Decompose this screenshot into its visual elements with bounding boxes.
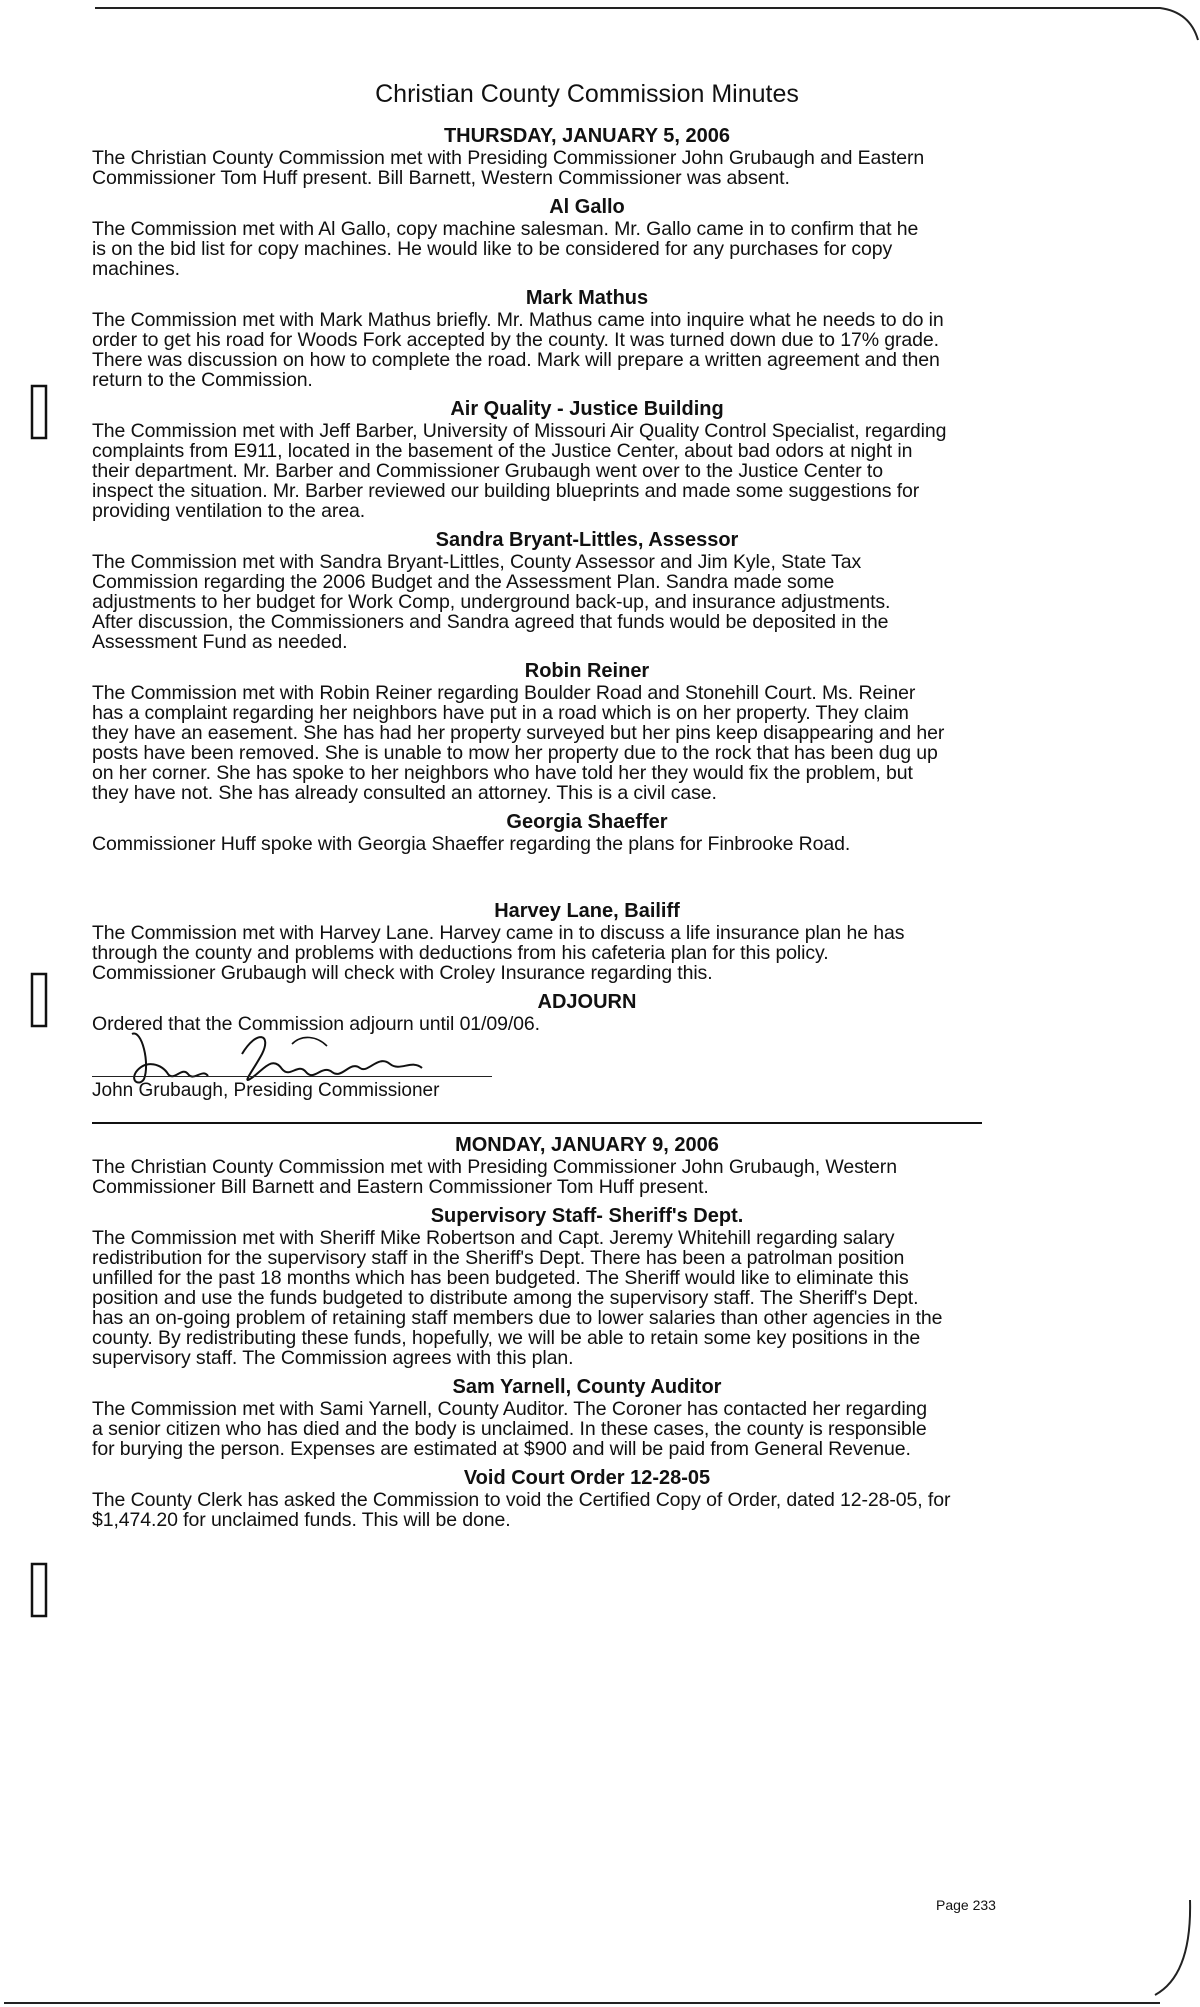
signer-name: John Grubaugh, Presiding Commissioner xyxy=(92,1080,440,1101)
section-body: The County Clerk has asked the Commission to void the Certified Copy of Order, dated 12-28-05, for $1,474.20 for unclaimed funds. This will be done. xyxy=(92,1489,951,1531)
meeting-intro: The Christian County Commission met with Presiding Commissioner John Grubaugh, Western Commissioner Bill Barnett and Eastern Commissioner Tom Huff present. xyxy=(92,1156,897,1198)
section-body: The Commission met with Al Gallo, copy machine salesman. Mr. Gallo came in to confirm that he is on the bid list for copy machines. He would like to be considered for any purchases for copy machines. xyxy=(92,218,919,280)
section-body: The Commission met with Mark Mathus briefly. Mr. Mathus came into inquire what he needs to do in order to get his road for Woods Fork accepted by the county. It was turned down due to 17% grade. There was discussion on how to complete the road. Mark will prepare a written agreement and then return to the Commission. xyxy=(92,309,944,391)
section-heading: Sandra Bryant-Littles, Assessor xyxy=(435,529,739,551)
section-body: The Commission met with Sami Yarnell, County Auditor. The Coroner has contacted her regarding a senior citizen who has died and the body is unclaimed. In these cases, the county is responsible for burying the person. Expenses are estimated at $900 and will be paid from General Revenue. xyxy=(92,1398,928,1460)
blank-gap xyxy=(92,854,1082,892)
page-number: Page 233 xyxy=(936,1897,996,1913)
minutes-content xyxy=(92,70,1082,1530)
section-body: The Commission met with Jeff Barber, University of Missouri Air Quality Control Specialist, regarding complaints from E911, located in the basement of the Justice Center, about bad odors at night in their department. Mr. Barber and Commissioner Grubaugh went over to the Justice Center to inspect the situation. Mr. Barber reviewed our building blueprints and made some suggestions for providing ventilation to the area. xyxy=(92,420,947,522)
agenda-section xyxy=(92,1205,1082,1368)
binder-hole xyxy=(28,382,50,442)
section-body: Commissioner Huff spoke with Georgia Shaeffer regarding the plans for Finbrooke Road. xyxy=(92,833,851,855)
meeting-date-heading: THURSDAY, JANUARY 5, 2006 xyxy=(443,125,731,147)
day-divider xyxy=(92,1122,982,1124)
section-body: The Commission met with Sheriff Mike Robertson and Capt. Jeremy Whitehill regarding salary redistribution for the supervisory staff in the Sheriff's Dept. There has been a patrolman position unfilled for the past 18 months which has been budgeted. The Sheriff would like to eliminate this position and use the funds budgeted to distribute among the supervisory staff. The Sheriff's Dept. has an on-going problem of retaining staff members due to lower salaries than other agencies in the county. By redistributing these funds, hopefully, we will be able to retain some key positions in the supervisory staff. The Commission agrees with this plan. xyxy=(92,1227,943,1369)
adjourn-section xyxy=(92,991,1082,1100)
section-heading: Robin Reiner xyxy=(524,660,650,682)
section-body: The Commission met with Sandra Bryant-Littles, County Assessor and Jim Kyle, State Tax Commission regarding the 2006 Budget and the Assessment Plan. Sandra made some adjustments to her budget for Work Comp, underground back-up, and insurance adjustments. After discussion, the Commissioners and Sandra agreed that funds would be deposited in the Assessment Fund as needed. xyxy=(92,551,891,653)
agenda-section xyxy=(92,196,1082,279)
agenda-section xyxy=(92,1376,1082,1459)
document-title: Christian County Commission Minutes xyxy=(375,80,799,108)
agenda-section xyxy=(92,900,1082,983)
section-heading: Harvey Lane, Bailiff xyxy=(494,900,680,922)
adjourn-heading: ADJOURN xyxy=(537,991,637,1013)
binder-hole xyxy=(28,1560,50,1620)
signature-block xyxy=(92,1040,1082,1100)
section-heading: Sam Yarnell, County Auditor xyxy=(452,1376,722,1398)
section-body: The Commission met with Robin Reiner regarding Boulder Road and Stonehill Court. Ms. Reiner has a complaint regarding her neighbors have put in a road which is on her property. They claim they have an easement. She has had her property surveyed but her pins keep disappearing and her posts have been removed. She is unable to mow her property due to the rock that has been dug up on her corner. She has spoke to her neighbors who have told her they would fix the problem, but they have not. She has already consulted an attorney. This is a civil case. xyxy=(92,682,945,804)
section-heading: Mark Mathus xyxy=(525,287,649,309)
section-heading: Georgia Shaeffer xyxy=(506,811,668,833)
meeting-intro: The Christian County Commission met with Presiding Commissioner John Grubaugh and Eastern Commissioner Tom Huff present. Bill Barnett, Western Commissioner was absent. xyxy=(92,147,925,189)
meeting-date-heading: MONDAY, JANUARY 9, 2006 xyxy=(455,1134,719,1156)
section-heading: Air Quality - Justice Building xyxy=(450,398,724,420)
section-body: The Commission met with Harvey Lane. Harvey came in to discuss a life insurance plan he has through the county and problems with deductions from his cafeteria plan for this policy. Commissioner Grubaugh will check with Croley Insurance regarding this. xyxy=(92,922,905,984)
agenda-section xyxy=(92,529,1082,652)
section-heading: Al Gallo xyxy=(549,196,625,218)
adjourn-order: Ordered that the Commission adjourn until 01/09/06. xyxy=(92,1013,540,1035)
agenda-section xyxy=(92,660,1082,803)
agenda-section xyxy=(92,811,1082,854)
agenda-section xyxy=(92,287,1082,390)
section-heading: Void Court Order 12-28-05 xyxy=(463,1467,711,1489)
section-heading: Supervisory Staff- Sheriff's Dept. xyxy=(430,1205,744,1227)
binder-hole xyxy=(28,970,50,1030)
signature-line xyxy=(92,1076,492,1077)
agenda-section xyxy=(92,398,1082,521)
agenda-section xyxy=(92,1467,1082,1530)
